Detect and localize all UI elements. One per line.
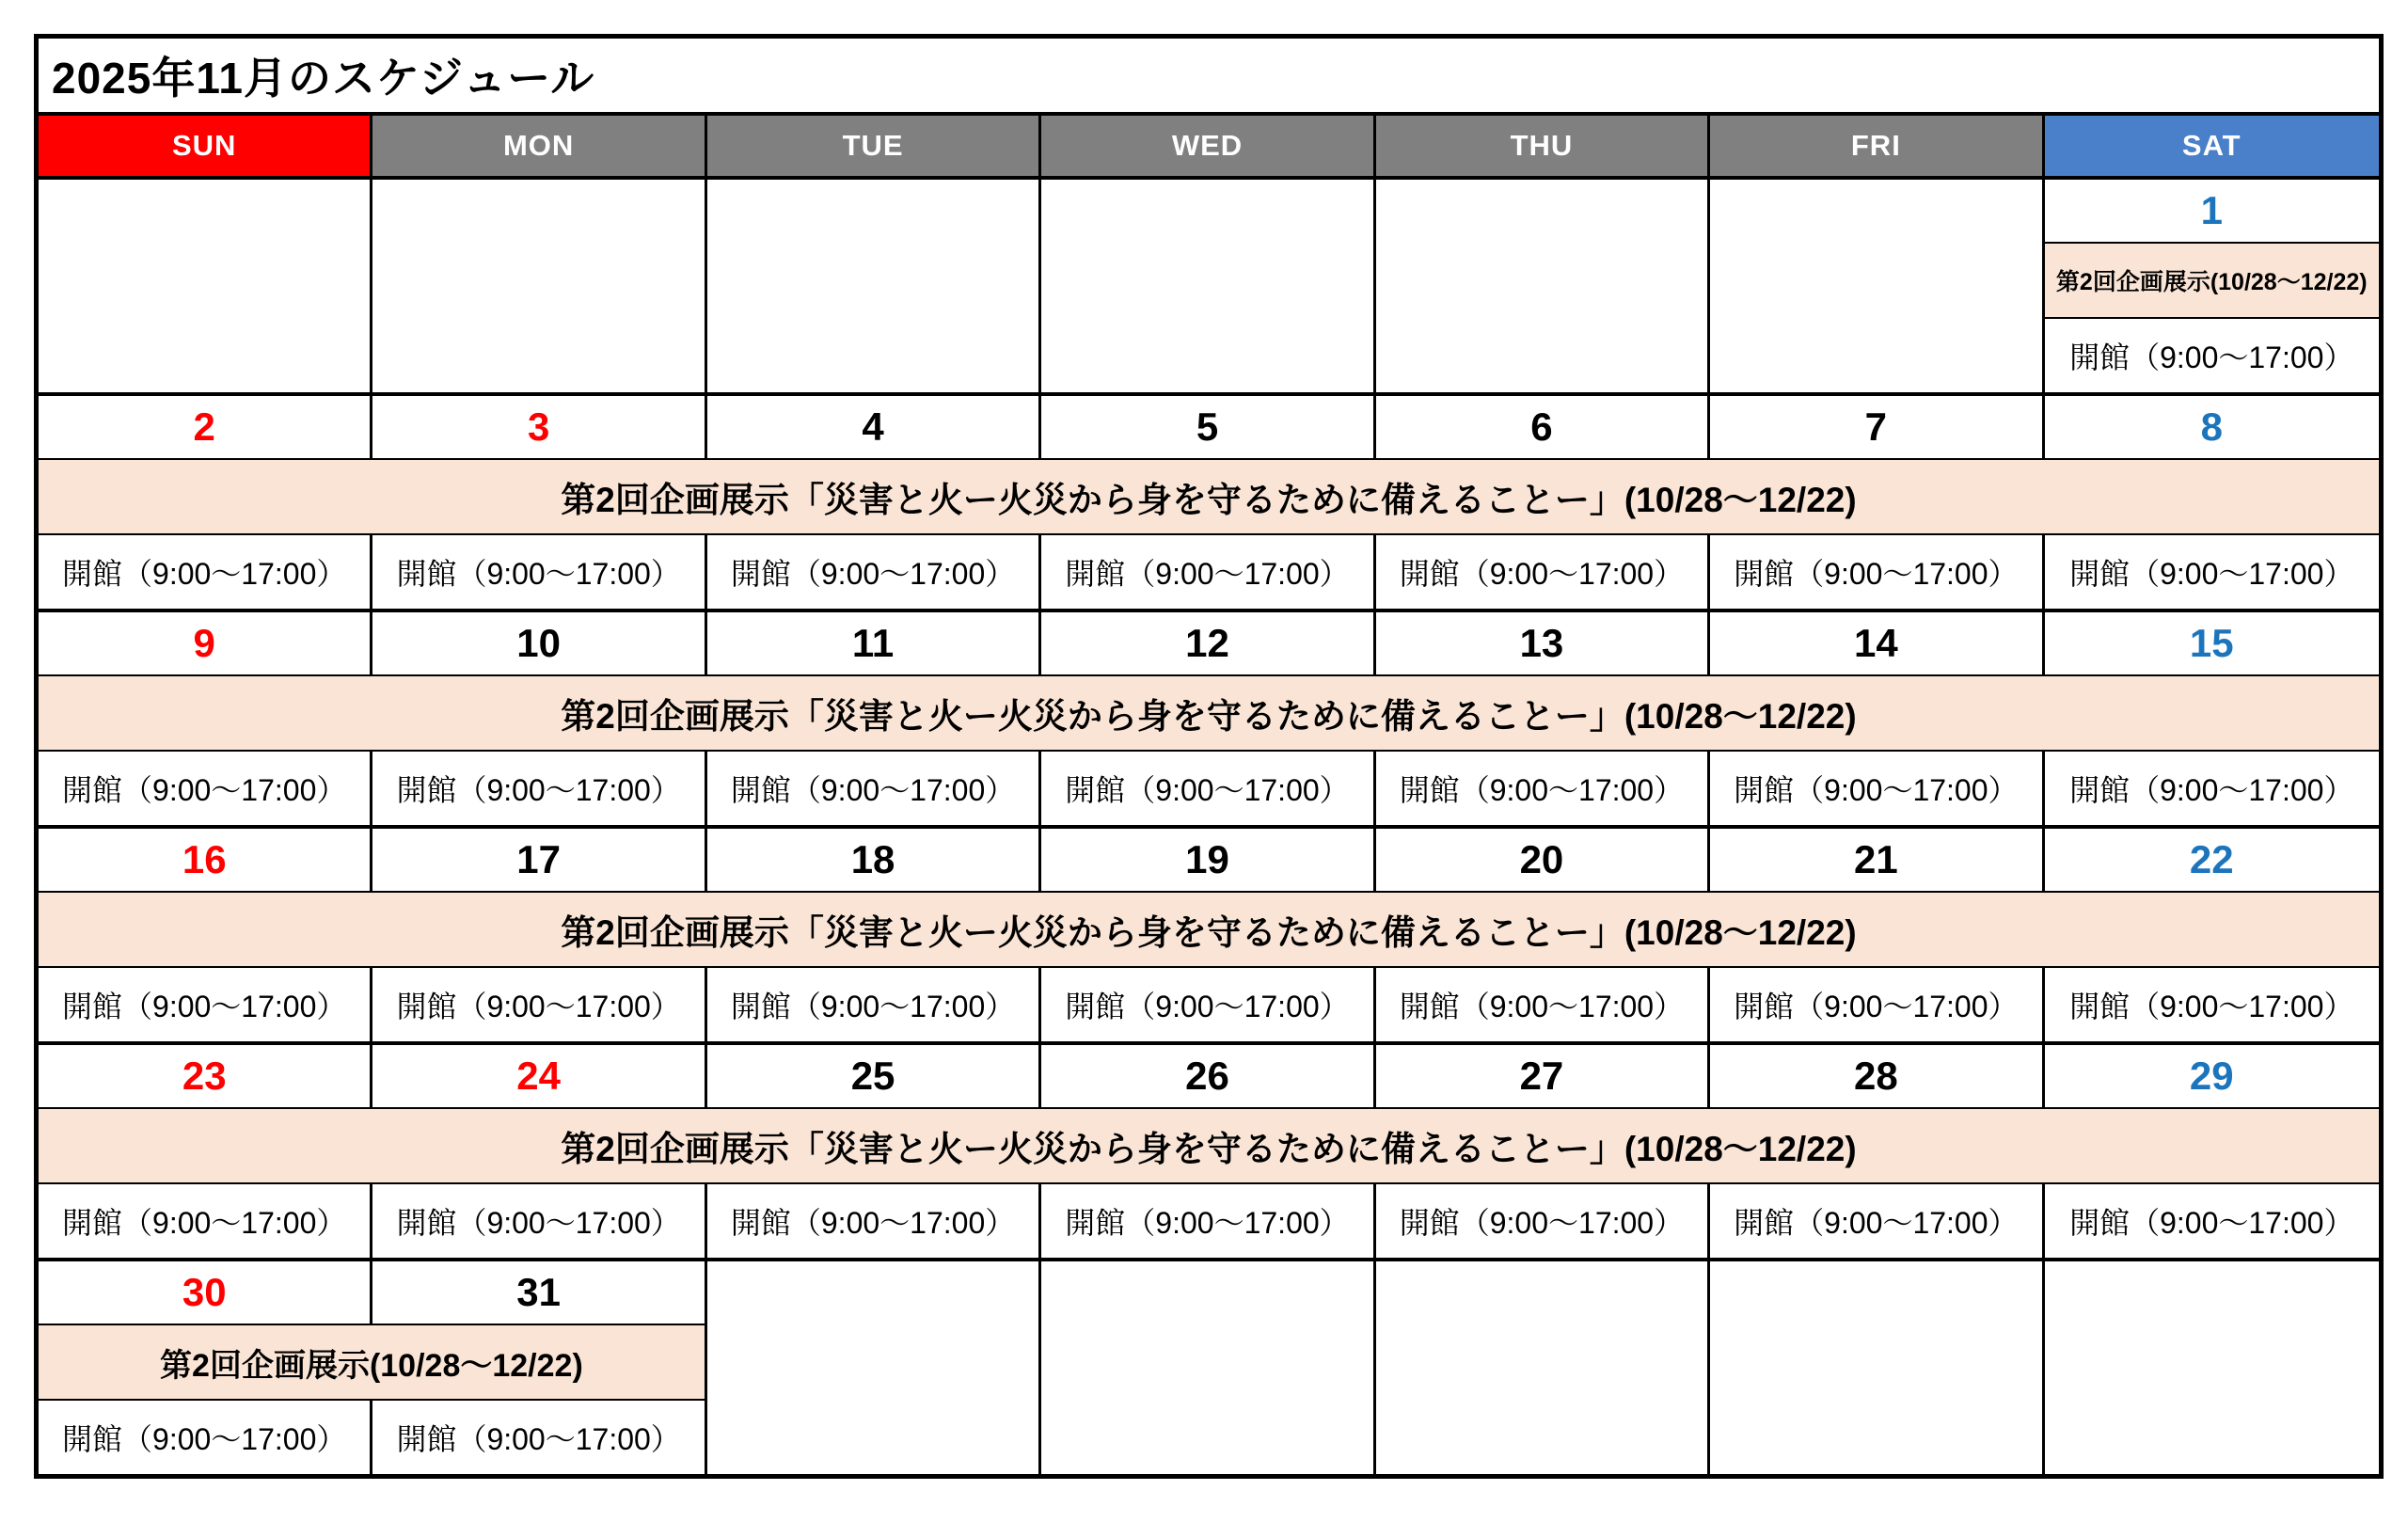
date-number: 15 — [2189, 621, 2234, 665]
date-cell-thu — [1376, 396, 1710, 460]
exhibition-banner-label: 第2回企画展示「災害と火ー火災から身を守るために備えることー」(10/28～12/22) — [561, 913, 1857, 952]
date-number: 19 — [1185, 837, 1229, 881]
open-hours-label: 開館（9:00～17:00） — [1734, 990, 2019, 1023]
open-hours-cell — [1041, 535, 1375, 609]
empty-day-cell — [1041, 1261, 1375, 1474]
empty-day-cell — [1710, 1261, 2044, 1474]
date-cell-sat — [2045, 180, 2379, 244]
open-hours-label: 開館（9:00～17:00） — [2069, 990, 2354, 1023]
open-hours-cell — [2045, 752, 2379, 825]
date-cell-wed — [1041, 829, 1375, 893]
date-number: 5 — [1196, 404, 1219, 449]
open-hours-label: 開館（9:00～17:00） — [62, 557, 347, 591]
empty-day-cell — [2045, 1261, 2379, 1474]
week-row-4 — [39, 825, 2379, 1041]
open-hours-label: 開館（9:00～17:00） — [730, 990, 1016, 1023]
date-cell-sun — [39, 612, 372, 676]
open-hours-cell — [1041, 1184, 1375, 1258]
open-hours-label: 開館（9:00～17:00） — [62, 773, 347, 807]
date-cell-wed — [1041, 612, 1375, 676]
open-hours-cell — [1041, 752, 1375, 825]
date-number: 20 — [1519, 837, 1564, 881]
week-row-1 — [39, 180, 2379, 392]
exhibition-band — [2045, 244, 2379, 319]
date-number: 30 — [182, 1270, 227, 1314]
date-cell-mon — [372, 612, 706, 676]
date-number: 25 — [850, 1054, 895, 1098]
open-hours-cell — [39, 535, 372, 609]
date-number: 11 — [851, 621, 895, 665]
date-cell-sun — [39, 396, 372, 460]
week-row-6 — [39, 1258, 2379, 1474]
empty-day-cell — [1041, 180, 1375, 392]
open-hours-label: 開館（9:00～17:00） — [1399, 990, 1685, 1023]
date-number: 3 — [527, 404, 550, 449]
open-hours-cell — [372, 1401, 706, 1474]
date-number: 31 — [516, 1270, 561, 1314]
date-cell-sat — [2045, 396, 2379, 460]
open-hours-label: 開館（9:00～17:00） — [62, 1206, 347, 1240]
date-number: 14 — [1853, 621, 1898, 665]
open-hours-label: 開館（9:00～17:00） — [1399, 557, 1685, 591]
date-number: 22 — [2189, 837, 2234, 881]
date-cell-fri — [1710, 612, 2044, 676]
empty-day-cell — [1376, 180, 1710, 392]
weekday-header-sat: SAT — [2045, 116, 2379, 176]
date-number: 13 — [1519, 621, 1564, 665]
date-number: 16 — [182, 837, 227, 881]
open-hours-cell — [1376, 1184, 1710, 1258]
exhibition-banner-label: 第2回企画展示「災害と火ー火災から身を守るために備えることー」(10/28～12/22) — [561, 481, 1857, 519]
open-hours-label: 開館（9:00～17:00） — [1065, 990, 1350, 1023]
empty-day-cell — [707, 180, 1041, 392]
open-hours-label: 開館（9:00～17:00） — [730, 1206, 1016, 1240]
date-cell-tue — [707, 612, 1041, 676]
open-hours-cell — [1376, 752, 1710, 825]
date-cell-thu — [1376, 1045, 1710, 1109]
open-hours-label: 開館（9:00～17:00） — [396, 1206, 681, 1240]
open-hours-cell — [1710, 968, 2044, 1041]
open-hours-cell — [39, 752, 372, 825]
open-hours-label: 開館（9:00～17:00） — [396, 557, 681, 591]
week-row-2 — [39, 392, 2379, 609]
date-number: 27 — [1519, 1054, 1564, 1098]
date-cell-fri — [1710, 1045, 2044, 1109]
open-hours-label: 開館（9:00～17:00） — [2069, 773, 2354, 807]
open-hours-label: 開館（9:00～17:00） — [1065, 773, 1350, 807]
exhibition-banner-label: 第2回企画展示「災害と火ー火災から身を守るために備えることー」(10/28～12/22) — [561, 697, 1857, 736]
date-number: 28 — [1853, 1054, 1898, 1098]
open-hours-cell — [2045, 1184, 2379, 1258]
weekday-header-sun: SUN — [39, 116, 372, 176]
date-cell-tue — [707, 829, 1041, 893]
date-cell-fri — [1710, 396, 2044, 460]
weekday-header — [39, 116, 2379, 180]
date-number: 4 — [862, 404, 884, 449]
open-hours-label: 開館（9:00～17:00） — [730, 773, 1016, 807]
date-number: 6 — [1530, 404, 1553, 449]
open-hours-label: 開館（9:00～17:00） — [1734, 1206, 2019, 1240]
page-title: 2025年11月のスケジュール — [52, 54, 595, 103]
date-cell-sun — [39, 1045, 372, 1109]
date-cell-sun — [39, 1261, 372, 1325]
date-cell-mon — [372, 1261, 706, 1325]
week-row-5 — [39, 1041, 2379, 1258]
exhibition-banner — [39, 1109, 2379, 1184]
open-hours-label: 開館（9:00～17:00） — [396, 1422, 681, 1456]
date-cell-tue — [707, 1045, 1041, 1109]
date-number: 29 — [2189, 1054, 2234, 1098]
open-hours-cell — [372, 968, 706, 1041]
weekday-header-wed: WED — [1041, 116, 1375, 176]
date-number: 24 — [516, 1054, 561, 1098]
open-hours-cell — [707, 535, 1041, 609]
weekday-header-mon: MON — [372, 116, 706, 176]
date-number: 17 — [516, 837, 561, 881]
open-hours-label: 開館（9:00～17:00） — [396, 990, 681, 1023]
exhibition-banner — [39, 676, 2379, 752]
open-hours-label: 開館（9:00～17:00） — [62, 990, 347, 1023]
date-number: 18 — [850, 837, 895, 881]
open-hours-cell — [1376, 968, 1710, 1041]
date-cell-wed — [1041, 1045, 1375, 1109]
open-hours-label: 開館（9:00～17:00） — [1734, 773, 2019, 807]
date-cell-thu — [1376, 612, 1710, 676]
empty-day-cell — [39, 180, 372, 392]
date-number: 23 — [182, 1054, 227, 1098]
date-cell-sat — [2045, 829, 2379, 893]
date-number: 9 — [193, 621, 215, 665]
date-number: 8 — [2200, 404, 2223, 449]
schedule-calendar — [34, 34, 2384, 1479]
date-cell-mon — [372, 396, 706, 460]
open-hours-cell — [1710, 752, 2044, 825]
date-cell-wed — [1041, 396, 1375, 460]
title-bar — [39, 39, 2379, 116]
week-row-3 — [39, 609, 2379, 825]
open-hours-cell — [1041, 968, 1375, 1041]
date-cell-sat — [2045, 612, 2379, 676]
date-number: 21 — [1853, 837, 1898, 881]
open-hours-label: 開館（9:00～17:00） — [1065, 557, 1350, 591]
open-hours-cell — [707, 1184, 1041, 1258]
open-hours-label: 開館（9:00～17:00） — [2069, 1206, 2354, 1240]
open-hours-label: 開館（9:00～17:00） — [730, 557, 1016, 591]
weekday-header-fri: FRI — [1710, 116, 2044, 176]
open-hours-cell — [2045, 968, 2379, 1041]
open-hours-cell — [372, 752, 706, 825]
open-hours-cell — [39, 968, 372, 1041]
date-number: 2 — [193, 404, 215, 449]
open-hours-label: 開館（9:00～17:00） — [1734, 557, 2019, 591]
exhibition-banner — [39, 460, 2379, 535]
open-hours-cell — [1710, 1184, 2044, 1258]
date-cell-mon — [372, 829, 706, 893]
open-hours-cell — [39, 1184, 372, 1258]
empty-day-cell — [1376, 1261, 1710, 1474]
date-number: 1 — [2200, 188, 2223, 232]
empty-day-cell — [707, 1261, 1041, 1474]
empty-day-cell — [1710, 180, 2044, 392]
date-number: 12 — [1185, 621, 1229, 665]
open-hours-cell — [2045, 319, 2379, 392]
open-hours-label: 開館（9:00～17:00） — [2069, 557, 2354, 591]
open-hours-cell — [372, 535, 706, 609]
open-hours-label: 開館（9:00～17:00） — [1399, 1206, 1685, 1240]
exhibition-banner-label: 第2回企画展示「災害と火ー火災から身を守るために備えることー」(10/28～12/22) — [561, 1130, 1857, 1168]
date-cell-fri — [1710, 829, 2044, 893]
date-cell-mon — [372, 1045, 706, 1109]
exhibition-band-label: 第2回企画展示(10/28～12/22) — [2055, 269, 2368, 295]
exhibition-band-label: 第2回企画展示(10/28～12/22) — [160, 1347, 583, 1384]
date-cell-tue — [707, 396, 1041, 460]
open-hours-label: 開館（9:00～17:00） — [1065, 1206, 1350, 1240]
open-hours-label: 開館（9:00～17:00） — [62, 1422, 347, 1456]
open-hours-label: 開館（9:00～17:00） — [2069, 341, 2354, 374]
date-number: 10 — [516, 621, 561, 665]
empty-day-cell — [372, 180, 706, 392]
exhibition-band — [39, 1325, 707, 1401]
open-hours-cell — [39, 1401, 372, 1474]
open-hours-cell — [707, 968, 1041, 1041]
date-cell-sun — [39, 829, 372, 893]
open-hours-label: 開館（9:00～17:00） — [396, 773, 681, 807]
date-number: 7 — [1864, 404, 1888, 449]
weekday-header-thu: THU — [1376, 116, 1710, 176]
open-hours-label: 開館（9:00～17:00） — [1399, 773, 1685, 807]
date-number: 26 — [1185, 1054, 1229, 1098]
weekday-header-tue: TUE — [707, 116, 1041, 176]
open-hours-cell — [1376, 535, 1710, 609]
exhibition-banner — [39, 893, 2379, 968]
open-hours-cell — [1710, 535, 2044, 609]
date-cell-thu — [1376, 829, 1710, 893]
date-cell-sat — [2045, 1045, 2379, 1109]
open-hours-cell — [2045, 535, 2379, 609]
open-hours-cell — [372, 1184, 706, 1258]
open-hours-cell — [707, 752, 1041, 825]
